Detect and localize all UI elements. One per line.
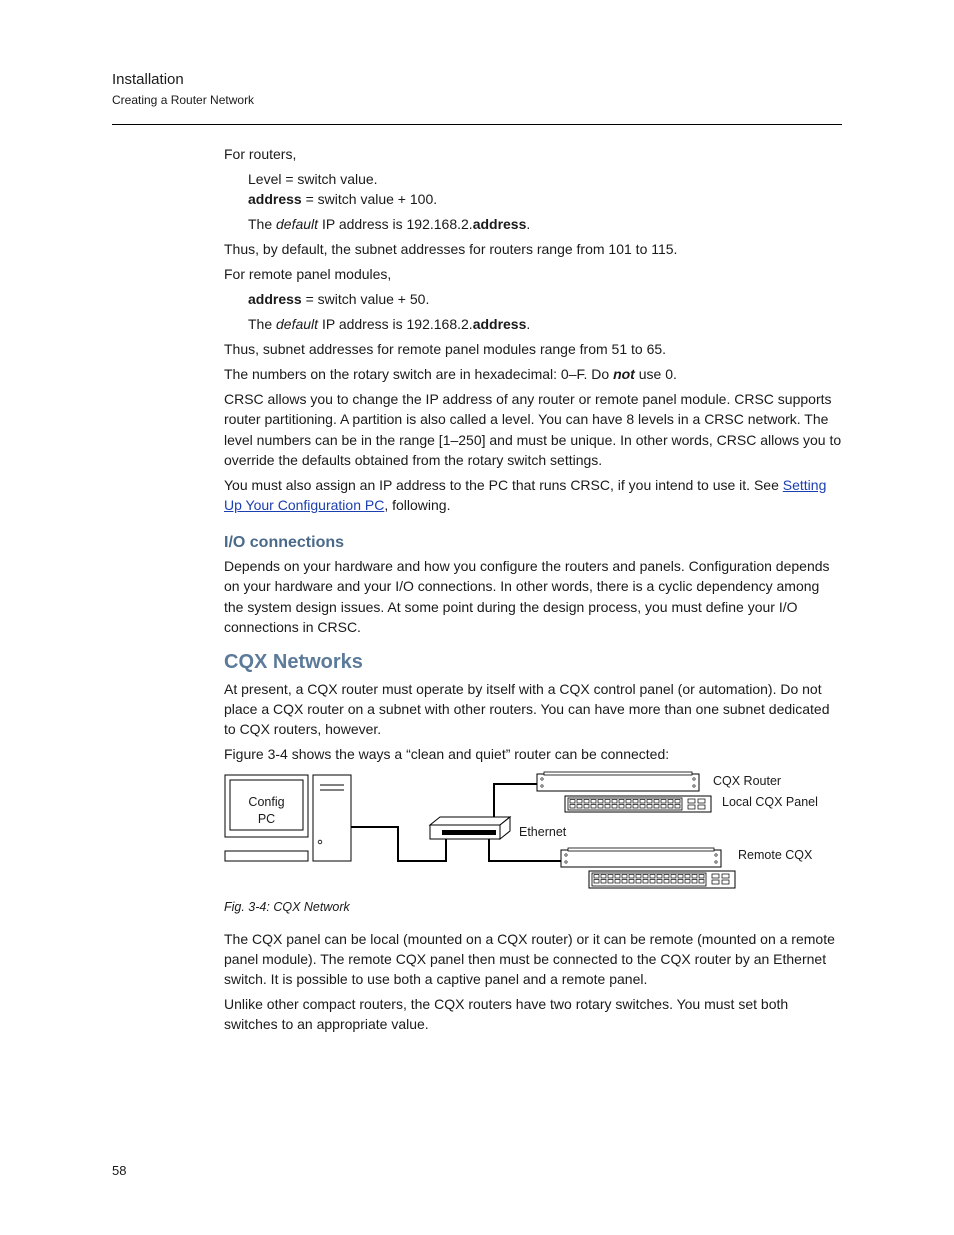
paragraph-panel-local-remote: The CQX panel can be local (mounted on a CQX router) or it can be remote (mounted on a remote panel module). The remote CQX panel then must be connected to the CQX router by an Ethernet switch. It is possible to use both a captive panel and a remote panel.	[224, 930, 835, 988]
cqx-router-label: CQX Router	[713, 773, 782, 788]
header-rule	[112, 124, 842, 125]
paragraph-assign-ip	[224, 475, 842, 515]
text-fragment: The numbers on the rotary switch are in hexadecimal: 0–F. Do	[224, 366, 614, 383]
figure-caption: Fig. 3-4: CQX Network	[224, 899, 350, 914]
paragraph-hexadecimal	[224, 364, 842, 384]
remote-cqx-panel-icon	[589, 871, 735, 888]
emphasis-default: default	[276, 216, 319, 233]
paragraph-rotary-switches: Unlike other compact routers, the CQX routers have two rotary switches. You must set both switches to an appropriate value.	[224, 996, 789, 1033]
text-fragment: The	[248, 216, 277, 233]
header-title: Installation	[112, 71, 184, 88]
page-number: 58	[112, 1163, 127, 1178]
ethernet-label: Ethernet	[519, 824, 567, 839]
local-cqx-panel-label: Local CQX Panel	[722, 794, 818, 809]
text-fragment: use 0.	[634, 366, 677, 383]
text-fragment: IP address is 192.168.2.	[318, 316, 473, 333]
cqx-networks-heading: CQX Networks	[224, 651, 363, 674]
paragraph-router-range: Thus, by default, the subnet addresses for routers range from 101 to 115.	[224, 241, 678, 258]
paragraph-crsc: CRSC allows you to change the IP address of any router or remote panel module. CRSC supports router partitioning. A partition is also called a level. You can have 8 levels in a CRSC network. The level numbers can be in the range [1–250] and must be unique. In other words, CRSC allows you to override the defaults obtained from the rotary switch settings.	[224, 391, 842, 468]
header-subtitle: Creating a Router Network	[112, 93, 255, 107]
text-fragment: .	[526, 316, 531, 333]
pc-tower-icon	[313, 775, 351, 861]
router-address-formula: = switch value + 100.	[301, 191, 438, 208]
cqx-network-figure	[224, 771, 842, 899]
paragraph-cqx-intro: At present, a CQX router must operate by itself with a CQX control panel (or automation). Do not place a CQX router on a subnet with other routers. You can have more than one subnet dedicated to CQX routers, however.	[224, 681, 830, 738]
emphasis-not: not	[613, 366, 635, 383]
text-fragment: IP address is 192.168.2.	[318, 216, 473, 233]
text-fragment: The	[248, 316, 277, 333]
config-pc-label	[224, 794, 309, 828]
paragraph-remote-range: Thus, subnet addresses for remote panel modules range from 51 to 65.	[224, 341, 667, 358]
text-fragment: .	[526, 216, 531, 233]
paragraph-remote-modules: For remote panel modules,	[224, 266, 392, 283]
paragraph-remote-default-ip	[248, 314, 842, 334]
remote-address-term: address	[248, 291, 302, 308]
remote-address-formula: = switch value + 50.	[301, 291, 430, 308]
text-fragment: You must also assign an IP address to the PC that runs CRSC, if you intend to use it. See	[224, 476, 783, 493]
local-cqx-panel-icon	[565, 796, 711, 812]
remote-cqx-label: Remote CQX	[738, 847, 813, 862]
remote-cqx-module-icon	[561, 848, 721, 867]
config-pc-label-line2: PC	[257, 811, 276, 826]
paragraph-routers: For routers,	[224, 146, 297, 162]
paragraph-figure-intro: Figure 3-4 shows the ways a “clean and quiet” router can be connected:	[224, 746, 670, 763]
paragraph-router-default-ip	[248, 214, 842, 234]
emphasis-default: default	[276, 316, 319, 333]
paragraph-level: Level = switch value.	[248, 171, 378, 187]
paragraph-router-address	[248, 189, 842, 209]
main-content	[224, 144, 842, 1039]
paragraph-io: Depends on your hardware and how you configure the routers and panels. Configuration depends on your hardware and your I/O connections. In other words, there is a cyclic dependency among the system design issues. At some point during the design process, you must define your I/O connections in CRSC.	[224, 558, 830, 635]
router-address-term: address	[248, 191, 302, 208]
cqx-router-icon	[537, 772, 699, 791]
io-connections-heading: I/O connections	[224, 534, 345, 552]
ethernet-switch-icon	[430, 817, 510, 839]
setting-up-config-pc-link[interactable]: Setting Up Your Configuration PC	[224, 476, 827, 514]
config-pc-label-line1: Config	[248, 794, 285, 809]
paragraph-remote-address	[248, 289, 842, 309]
address-term: address	[472, 216, 527, 233]
text-fragment: , following.	[384, 497, 451, 514]
address-term: address	[472, 316, 527, 333]
